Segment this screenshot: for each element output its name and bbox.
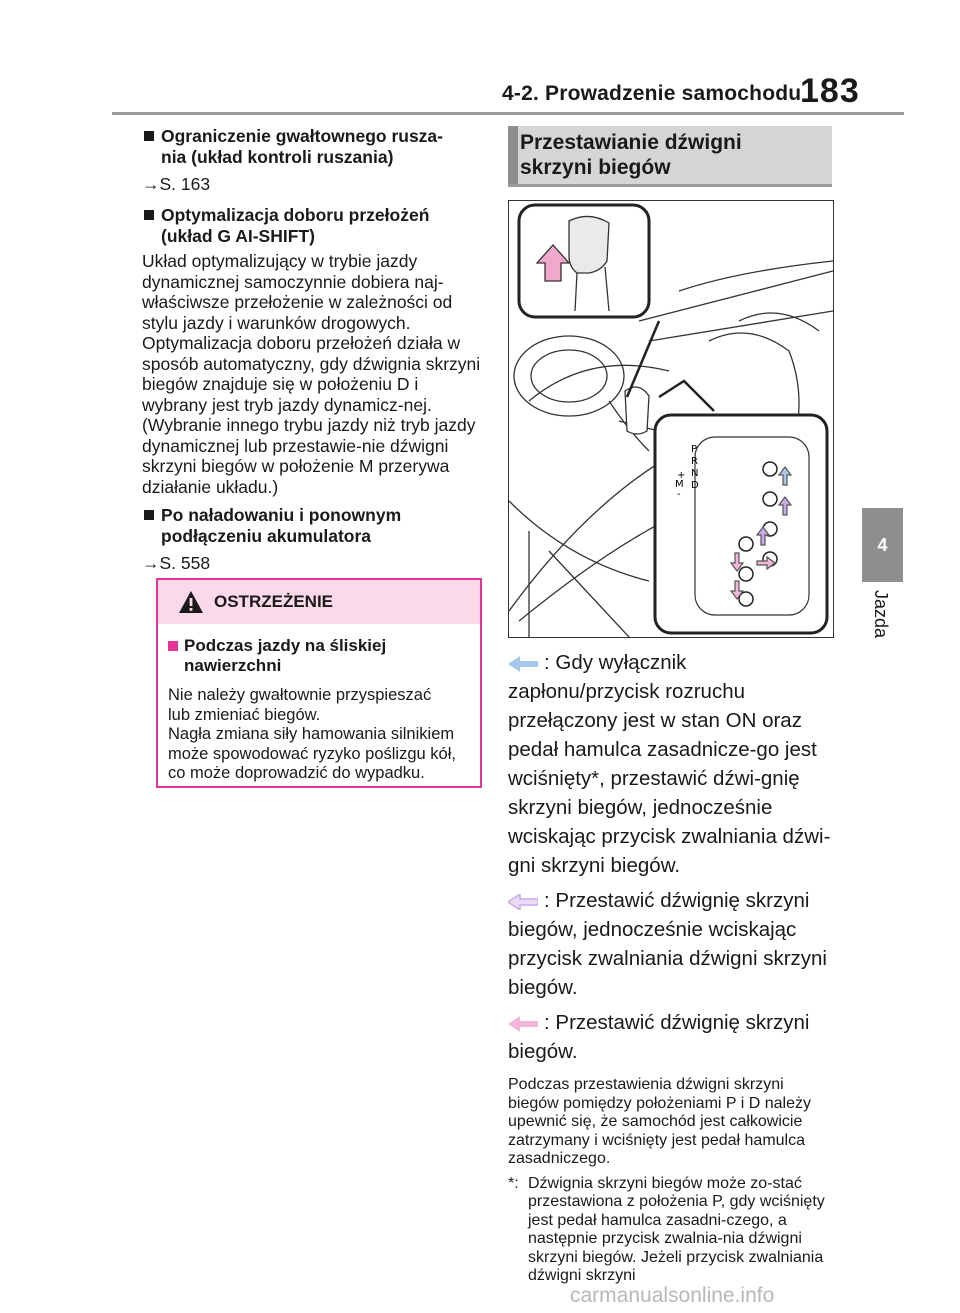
svg-text:-: - bbox=[677, 489, 681, 500]
footnote bbox=[508, 1175, 836, 1286]
note-paragraph: Podczas przestawienia dźwigni skrzyni biegów pomiędzy położeniami P i D należy upewnić się, że samochód jest całkowicie zatrzymany i wciśnięty jest pedał hamulca zasadniczego. bbox=[508, 1076, 811, 1167]
warning-box bbox=[156, 578, 482, 788]
subsection-heading: Po naładowaniu i ponownym podłączeniu akumulatora bbox=[140, 505, 486, 547]
body-paragraph: Układ optymalizujący w trybie jazdy dynamicznej samoczynnie dobiera naj-właściwsze przełożenie w zależności od stylu jazdy i warunków drogowych. Optymalizacja doboru przełożeń działa w sposób automatyczny, gdy dźwignia skrzyni biegów znajduje się w położeniu D i wybrany jest tryb jazdy dynamicz-nej. (Wybranie innego trybu jazdy niż tryb jazdy dynamicznej lub przestawie-nie dźwigni skrzyni biegów w położenie M przerywa działanie układu.) bbox=[142, 251, 481, 497]
square-bullet-icon bbox=[144, 210, 154, 220]
right-column bbox=[508, 648, 836, 1286]
square-bullet-icon bbox=[144, 510, 154, 520]
svg-text:P: P bbox=[691, 444, 698, 455]
square-bullet-icon bbox=[144, 131, 154, 141]
square-bullet-icon bbox=[168, 641, 178, 651]
chapter-label: Jazda bbox=[871, 590, 891, 639]
svg-text:R: R bbox=[691, 456, 698, 467]
shift-lever-illustration bbox=[508, 200, 834, 638]
double-arrow-icon bbox=[508, 894, 538, 910]
page-number: 183 bbox=[800, 72, 860, 110]
car-interior-drawing bbox=[509, 201, 833, 637]
header-rule bbox=[112, 112, 904, 115]
page-reference-link[interactable]: →S. 558 bbox=[142, 553, 211, 573]
page-reference-link[interactable]: →S. 163 bbox=[142, 174, 211, 194]
arrow-legend-item: : Przestawić dźwignię skrzyni biegów, jednocześnie wciskając przycisk zwalniania dźwigni skrzyni biegów. bbox=[508, 889, 827, 999]
subsection-heading: Optymalizacja doboru przełożeń (układ G AI-SHIFT) bbox=[140, 205, 486, 247]
left-column bbox=[140, 126, 486, 584]
solid-arrow-icon bbox=[508, 656, 538, 672]
warning-text: Nie należy gwałtownie przyspieszać lub zmieniać biegów. Nagła zmiana siły hamowania silnikiem może spowodować ryzyko poślizgu kół, co może doprowadzić do wypadku. bbox=[168, 686, 456, 782]
warning-subtitle: Podczas jazdy na śliskiej nawierzchni bbox=[168, 636, 480, 676]
subsection-heading: Ograniczenie gwałtownego rusza- nia (układ kontroli ruszania) bbox=[140, 126, 486, 168]
svg-text:N: N bbox=[691, 468, 699, 479]
section-heading: Przestawianie dźwigni skrzyni biegów bbox=[508, 126, 832, 187]
footnote-mark: *: bbox=[508, 1174, 519, 1192]
section-heading-bar bbox=[508, 126, 518, 184]
arrow-legend-item: : Przestawić dźwignię skrzyni biegów. bbox=[508, 1011, 810, 1063]
page-header-title: 4-2. Prowadzenie samochodu bbox=[502, 82, 802, 105]
svg-text:M: M bbox=[675, 479, 684, 490]
warning-triangle-icon bbox=[178, 590, 204, 614]
warning-title: OSTRZEŻENIE bbox=[214, 592, 334, 611]
svg-text:+: + bbox=[677, 470, 686, 481]
chapter-tab[interactable]: 4 bbox=[862, 508, 903, 582]
pink-arrow-icon bbox=[508, 1016, 538, 1032]
svg-text:D: D bbox=[691, 480, 699, 491]
arrow-legend-item: : Gdy wyłącznik zapłonu/przycisk rozruchu przełączony jest w stan ON oraz pedał hamulca zasadnicze-go jest wciśnięty*, przestawić dźwi-gnię skrzyni biegów, jednocześnie wciskając przycisk zwalniania dźwi-gni skrzyni biegów. bbox=[508, 651, 831, 877]
watermark: carmanualsonline.info bbox=[570, 1284, 775, 1307]
warning-header bbox=[158, 580, 480, 624]
footnote-text: Dźwignia skrzyni biegów może zo-stać przestawiona z położenia P, gdy wciśnięty jest pedał hamulca zasadni-czego, a następnie przycisk zwalnia-nia dźwigni skrzyni biegów. Jeżeli przycisk zwalniania dźwigni skrzyni bbox=[528, 1174, 825, 1284]
